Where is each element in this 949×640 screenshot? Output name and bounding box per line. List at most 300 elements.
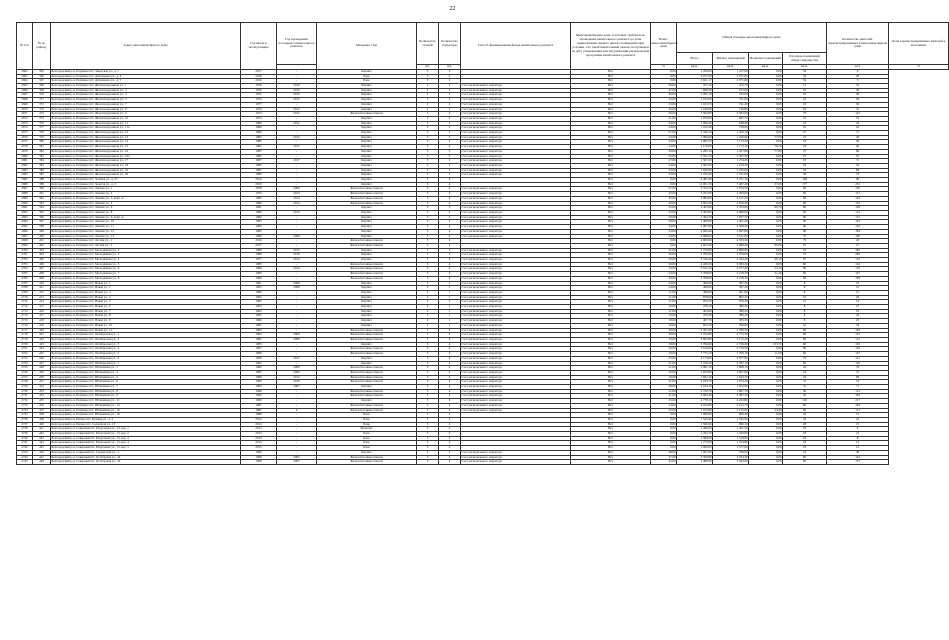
cell-num: 2734 [17, 408, 33, 413]
cell-area-total: 11 001,30 [677, 182, 713, 187]
cell-area-total: 3 603,20 [677, 201, 713, 206]
cell-wall-material: Кирпич [317, 286, 417, 291]
cell-entrances: 2 [439, 98, 461, 103]
cell-entrances: 1 [439, 295, 461, 300]
cell-num: 2667 [17, 93, 33, 98]
cell-entrances: 2 [439, 140, 461, 145]
cell-overhaul-required: Нет [571, 248, 651, 253]
cell-address: Белгородский р-н, Разумное пгт, Октябрьская ул., 1 [51, 333, 241, 338]
cell-area-total: 2 081,10 [677, 366, 713, 371]
cell-year-built: 1983 [241, 342, 277, 347]
cell-overhaul-required: Нет [571, 220, 651, 225]
cell-year-built: 2015 [241, 182, 277, 187]
cell-area-common: 75 [783, 356, 827, 361]
table-body [17, 69, 949, 464]
cell-area-total: 2 077,00 [677, 74, 713, 79]
cell-area-nonresidential: 0,00 [749, 159, 783, 164]
cell-fund-method: Счет регионального оператора [461, 309, 571, 314]
cell-wear: 35,00 [651, 107, 677, 112]
cell-fund-method: - [461, 182, 571, 187]
cell-num-region: 415 [33, 305, 51, 310]
cell-entrances: 2 [439, 135, 461, 140]
cell-wear: 47,00 [651, 88, 677, 93]
cell-address: Белгородский р-н, Разумное пгт, Юбилейная ул., 7 [51, 385, 241, 390]
cell-area-total: 406,60 [677, 286, 713, 291]
cell-floors: 5 [417, 239, 439, 244]
cell-wall-material: Кирпич [317, 305, 417, 310]
cell-area-total: 478,10 [677, 305, 713, 310]
cell-area-nonresidential: 11,00 [749, 352, 783, 357]
cell-total-residents: 96 [827, 178, 889, 183]
cell-area-total: 3 403,00 [677, 211, 713, 216]
cell-wear: 23,00 [651, 173, 677, 178]
cell-area-nonresidential: 0,00 [749, 192, 783, 197]
cell-year-built: 2013 [241, 432, 277, 437]
cell-num: 2681 [17, 159, 33, 164]
unit-residents: чел. [827, 65, 889, 70]
cell-fund-method: Счет регионального оператора [461, 370, 571, 375]
cell-area-common: 24 [783, 375, 827, 380]
cell-year-built: 1963 [241, 309, 277, 314]
cell-num: 2668 [17, 98, 33, 103]
cell-area-common: 60 [783, 342, 827, 347]
cell-year-overhaul: - [277, 422, 317, 427]
cell-wall-material: Железобетонные панели [317, 403, 417, 408]
cell-entrances: 4 [439, 192, 461, 197]
header-area-residential: Жилых помещений [713, 53, 749, 65]
cell-wall-material: Кирпич [317, 319, 417, 324]
cell-area-residential: 3 511,00 [713, 234, 749, 239]
cell-area-residential: 3 583,20 [713, 262, 749, 267]
cell-address: Белгородский р-н, Разумное пгт, Юбилейная ул., 11 [51, 399, 241, 404]
cell-address: Белгородский р-н, Северный пгт, Раздольная ул., 13, кор. 3 [51, 436, 241, 441]
cell-area-total: 6 481,90 [677, 178, 713, 183]
cell-fund-method: Счет регионального оператора [461, 253, 571, 258]
cell-area-nonresidential: 0,00 [749, 300, 783, 305]
cell-wear: 0,00 [651, 417, 677, 422]
cell-area-nonresidential: 0,00 [749, 112, 783, 117]
cell-year-overhaul: - [277, 413, 317, 418]
cell-fund-method: Счет регионального оператора [461, 276, 571, 281]
cell-num-region: 396 [33, 215, 51, 220]
cell-entrances: 2 [439, 93, 461, 98]
cell-wear: 29,00 [651, 215, 677, 220]
cell-floors: 2 [417, 116, 439, 121]
header-wear: Износ многоквартирного дома [651, 23, 677, 65]
cell-area-nonresidential: 0,00 [749, 385, 783, 390]
cell-fund-method: - [461, 74, 571, 79]
header-area-common: Площадь помещений общего имущества [783, 53, 827, 65]
cell-overhaul-required: Нет [571, 385, 651, 390]
cell-overhaul-required: Нет [571, 352, 651, 357]
cell-num-region: 436 [33, 403, 51, 408]
cell-area-nonresidential: 0,00 [749, 121, 783, 126]
cell-address: Белгородский р-н, Разумное пгт, Железнодорожная ул., 3 [51, 88, 241, 93]
cell-wall-material: Кирпич [317, 98, 417, 103]
cell-num: 2669 [17, 102, 33, 107]
cell-year-overhaul: 2010 [277, 84, 317, 89]
cell-floors: 2 [417, 305, 439, 310]
cell-area-nonresidential: 90,70 [749, 206, 783, 211]
cell-overhaul-required: Нет [571, 211, 651, 216]
cell-num: 2696 [17, 229, 33, 234]
cell-year-built: 1968 [241, 352, 277, 357]
cell-fund-method: Счет регионального оператора [461, 262, 571, 267]
cell-year-built: 1984 [241, 225, 277, 230]
cell-num: 2743 [17, 450, 33, 455]
cell-num: 2685 [17, 178, 33, 183]
cell-area-nonresidential: 0,00 [749, 196, 783, 201]
cell-year-overhaul: - [277, 79, 317, 84]
cell-fund-method: Счет регионального оператора [461, 93, 571, 98]
cell-wall-material: Блок [317, 422, 417, 427]
cell-area-common: 8 [783, 309, 827, 314]
cell-wear: 28,00 [651, 385, 677, 390]
cell-fund-method: Счет регионального оператора [461, 88, 571, 93]
cell-year-built: 1990 [241, 394, 277, 399]
cell-area-total: 1 456,00 [677, 69, 713, 74]
cell-entrances: 2 [439, 413, 461, 418]
cell-num-region: 371 [33, 98, 51, 103]
cell-fund-method: Счет регионального оператора [461, 286, 571, 291]
cell-fund-method: Счет регионального оператора [461, 403, 571, 408]
cell-address: Белгородский р-н, Разумное пгт, Октябрьская ул., 3 [51, 342, 241, 347]
cell-wear: 26,00 [651, 253, 677, 258]
cell-num: 2682 [17, 163, 33, 168]
cell-year-built: 1961 [241, 281, 277, 286]
header-area-total: Всего [677, 53, 713, 65]
cell-fund-method: Счет регионального оператора [461, 121, 571, 126]
cell-year-built: 2013 [241, 427, 277, 432]
cell-area-common: 60 [783, 225, 827, 230]
cell-overhaul-required: Нет [571, 116, 651, 121]
cell-num: 2741 [17, 441, 33, 446]
cell-num-region: 414 [33, 300, 51, 305]
cell-wall-material: Железобетонные панели [317, 347, 417, 352]
cell-wall-material: Кирпич [317, 248, 417, 253]
cell-area-total: 2 720,70 [677, 389, 713, 394]
cell-address: Белгородский р-н, Репное пгт, Бульвар ул., д. 2 [51, 417, 241, 422]
cell-address: Белгородский р-н, Разумное пгт, Ленина ул., 1 [51, 187, 241, 192]
cell-year-overhaul: - [277, 182, 317, 187]
cell-num-region: 438 [33, 413, 51, 418]
cell-area-total: 3 616,80 [677, 347, 713, 352]
cell-wall-material: Кирпич [317, 361, 417, 366]
cell-area-common: 70 [783, 112, 827, 117]
cell-area-total: 1 162,40 [677, 126, 713, 131]
cell-num-region: 435 [33, 399, 51, 404]
cell-floors: 5 [417, 455, 439, 460]
cell-fund-method: Счет регионального оператора [461, 149, 571, 154]
cell-total-residents: 32 [827, 116, 889, 121]
cell-total-residents: 109 [827, 394, 889, 399]
cell-fund-method: Счет регионального оператора [461, 112, 571, 117]
cell-entrances: 4 [439, 229, 461, 234]
cell-address: Белгородский р-н, Разумное пгт, Октябрьская ул., 5 [51, 352, 241, 357]
cell-year-built: 1980 [241, 126, 277, 131]
cell-floors: 5 [417, 262, 439, 267]
cell-wall-material: Кирпич [317, 211, 417, 216]
cell-area-common: 60 [783, 333, 827, 338]
cell-year-built: 1984 [241, 385, 277, 390]
cell-area-nonresidential: 0,00 [749, 436, 783, 441]
cell-wear: 11,00 [651, 290, 677, 295]
cell-overhaul-required: Нет [571, 126, 651, 131]
cell-num-region: 405 [33, 258, 51, 263]
cell-num-region: 407 [33, 267, 51, 272]
cell-area-common: 34 [783, 74, 827, 79]
cell-wall-material: Железобетонные панели [317, 201, 417, 206]
cell-year-built: 1988 [241, 253, 277, 258]
cell-total-residents: 27 [827, 305, 889, 310]
cell-wall-material: Железобетонные панели [317, 243, 417, 248]
cell-entrances: 4 [439, 196, 461, 201]
cell-wear: 21,00 [651, 116, 677, 121]
cell-area-common: 13 [783, 84, 827, 89]
table-row [17, 460, 949, 465]
cell-wear: 33,00 [651, 267, 677, 272]
cell-num-region: 443 [33, 436, 51, 441]
cell-area-common: 8 [783, 305, 827, 310]
cell-fund-method: Счет регионального оператора [461, 399, 571, 404]
cell-area-common: 18 [783, 107, 827, 112]
cell-area-residential: 1 667,80 [713, 370, 749, 375]
cell-num: 2712 [17, 305, 33, 310]
cell-address: Белгородский р-н, Северный пгт, Раздольная ул., 13, кор. 5 [51, 446, 241, 451]
cell-num-region: 410 [33, 281, 51, 286]
cell-num: 2691 [17, 206, 33, 211]
cell-wear: 24,00 [651, 286, 677, 291]
cell-fund-method: Счет регионального оператора [461, 366, 571, 371]
cell-area-nonresidential: 0,00 [749, 328, 783, 333]
cell-wall-material: Блок [317, 432, 417, 437]
cell-address: Белгородский р-н, Разумное пгт, Ленина ул., 8 [51, 211, 241, 216]
cell-num: 2732 [17, 399, 33, 404]
cell-year-built: 1990 [241, 276, 277, 281]
cell-area-residential: 1 235,00 [713, 168, 749, 173]
cell-floors: 2 [417, 93, 439, 98]
cell-area-nonresidential: 0,00 [749, 427, 783, 432]
cell-entrances: 2 [439, 79, 461, 84]
cell-wall-material: Железобетонные панели [317, 112, 417, 117]
cell-num-region: 400 [33, 234, 51, 239]
cell-area-total: 3 708,60 [677, 272, 713, 277]
cell-entrances: 2 [439, 116, 461, 121]
cell-overhaul-required: Нет [571, 102, 651, 107]
cell-area-total: 4 998,60 [677, 234, 713, 239]
cell-year-overhaul: - [277, 126, 317, 131]
cell-floors: 3 [417, 154, 439, 159]
cell-area-nonresidential: 0,00 [749, 88, 783, 93]
cell-year-built: 1983 [241, 135, 277, 140]
cell-wall-material: Кирпич [317, 309, 417, 314]
cell-entrances: 4 [439, 276, 461, 281]
cell-area-nonresidential: 77,80 [749, 149, 783, 154]
cell-year-built: 1976 [241, 192, 277, 197]
cell-area-common: 69 [783, 187, 827, 192]
cell-num: 2663 [17, 74, 33, 79]
cell-wall-material: Железобетонные панели [317, 333, 417, 338]
cell-total-residents: 208 [827, 253, 889, 258]
cell-num: 2694 [17, 220, 33, 225]
cell-total-residents: 31 [827, 84, 889, 89]
cell-num-region: 370 [33, 93, 51, 98]
cell-wear: 20,00 [651, 347, 677, 352]
cell-overhaul-required: Нет [571, 149, 651, 154]
cell-overhaul-required: Нет [571, 300, 651, 305]
cell-wear: 19,00 [651, 352, 677, 357]
cell-total-residents: 145 [827, 112, 889, 117]
cell-area-common: 60 [783, 460, 827, 465]
cell-area-common: 18 [783, 145, 827, 150]
header-area-group: Общая площадь многоквартирного дома [677, 23, 827, 53]
cell-wear: 24,00 [651, 145, 677, 150]
cell-address: Белгородский р-н, Северный пгт, Остабровая ул., 46 [51, 460, 241, 465]
cell-fund-method: Счет регионального оператора [461, 408, 571, 413]
cell-overhaul-required: Нет [571, 225, 651, 230]
cell-entrances: 4 [439, 262, 461, 267]
cell-entrances: 4 [439, 178, 461, 183]
cell-overhaul-required: Нет [571, 253, 651, 258]
cell-num: 2709 [17, 290, 33, 295]
cell-entrances: 2 [439, 126, 461, 131]
header-entrances: Количество подъездов [439, 23, 461, 65]
cell-num-region: 422 [33, 337, 51, 342]
cell-num-region: 379 [33, 135, 51, 140]
cell-area-nonresidential: 0,00 [749, 173, 783, 178]
cell-year-overhaul: 2018 [277, 253, 317, 258]
cell-num: 2676 [17, 135, 33, 140]
cell-year-overhaul: - [277, 131, 317, 136]
cell-num-region: 441 [33, 427, 51, 432]
cell-wall-material: Кирпич [317, 88, 417, 93]
cell-wall-material: Кирпич [317, 93, 417, 98]
cell-area-nonresidential: 0,00 [749, 211, 783, 216]
cell-year-built: 1974 [241, 107, 277, 112]
cell-address: Белгородский р-н, Разумное пгт, Железнодорожная ул., 17 [51, 159, 241, 164]
cell-address: Белгородский р-н, Разумное пгт, Новая ул., 10 [51, 323, 241, 328]
cell-address: Белгородский р-н, Разумное пгт, Железнодорожная ул., 16 [51, 149, 241, 154]
cell-area-residential: 1 898,10 [713, 366, 749, 371]
cell-area-residential: 802,20 [713, 295, 749, 300]
cell-num-region: 430 [33, 375, 51, 380]
cell-num-region: 386 [33, 168, 51, 173]
table-header [17, 23, 949, 70]
cell-fund-method: Счет регионального оператора [461, 272, 571, 277]
cell-overhaul-required: Нет [571, 187, 651, 192]
cell-address: Белгородский р-н, Разумное пгт, Дебальцево ул., д. 5 [51, 79, 241, 84]
cell-fund-method: Счет регионального оператора [461, 173, 571, 178]
cell-fund-method: - [461, 436, 571, 441]
cell-fund-method: Счет регионального оператора [461, 229, 571, 234]
cell-area-total: 407,70 [677, 319, 713, 324]
cell-fund-method: Счет регионального оператора [461, 342, 571, 347]
cell-area-nonresidential: 0,00 [749, 417, 783, 422]
cell-area-residential: 1 401,40 [713, 220, 749, 225]
cell-area-common: 16 [783, 116, 827, 121]
cell-total-residents: 119 [827, 258, 889, 263]
cell-area-common: 34 [783, 69, 827, 74]
cell-wall-material: Кирпич [317, 385, 417, 390]
cell-total-residents: 43 [827, 121, 889, 126]
cell-address: Белгородский р-н, Разумное пгт, Молодёжная ул., 7 [51, 272, 241, 277]
cell-floors: 5 [417, 375, 439, 380]
cell-area-residential: 3 155,00 [713, 408, 749, 413]
cell-area-total: 4 403,90 [677, 206, 713, 211]
cell-area-residential: 1 456,10 [713, 131, 749, 136]
cell-year-overhaul: 2008 [277, 337, 317, 342]
cell-wall-material: Кирпич [317, 145, 417, 150]
cell-num: 2673 [17, 121, 33, 126]
cell-wear: 30,00 [651, 328, 677, 333]
cell-entrances: 4 [439, 460, 461, 465]
cell-total-residents: 130 [827, 187, 889, 192]
cell-num: 2684 [17, 173, 33, 178]
cell-floors: 5 [417, 408, 439, 413]
cell-area-residential: 1 173,10 [713, 145, 749, 150]
cell-entrances: 1 [439, 323, 461, 328]
cell-entrances: 2 [439, 436, 461, 441]
cell-floors: 5 [417, 253, 439, 258]
cell-area-nonresidential: 0,00 [749, 319, 783, 324]
cell-num: 2678 [17, 145, 33, 150]
cell-num-region: 368 [33, 84, 51, 89]
cell-fund-method: - [461, 413, 571, 418]
cell-num: 2695 [17, 225, 33, 230]
cell-area-nonresidential: 0,00 [749, 107, 783, 112]
cell-address: Белгородский р-н, Северный пгт, Раздольная ул., 13, кор. 4 [51, 441, 241, 446]
cell-area-common: 28 [783, 422, 827, 427]
cell-area-nonresidential: 0,00 [749, 102, 783, 107]
cell-address: Белгородский р-н, Северный пгт, Раздольная ул., 13, кор. 1 [51, 427, 241, 432]
cell-fund-method: Счет регионального оператора [461, 300, 571, 305]
cell-year-built: 1996 [241, 389, 277, 394]
cell-num-region: 431 [33, 380, 51, 385]
cell-wear: 0,00 [651, 441, 677, 446]
cell-floors: 2 [417, 314, 439, 319]
cell-fund-method: Счет регионального оператора [461, 328, 571, 333]
cell-wall-material: Кирпич [317, 206, 417, 211]
cell-overhaul-required: Нет [571, 206, 651, 211]
cell-total-residents: 22 [827, 417, 889, 422]
cell-address: Белгородский р-н, Разумное пгт, Октябрьская ул., 7 [51, 361, 241, 366]
cell-wall-material: Железобетонные панели [317, 187, 417, 192]
cell-area-residential: 2 986,00 [713, 211, 749, 216]
cell-area-common: 31 [783, 385, 827, 390]
cell-year-built: 1987 [241, 168, 277, 173]
cell-num-region: 416 [33, 309, 51, 314]
cell-total-residents: 76 [827, 366, 889, 371]
cell-address: Белгородский р-н, Разумное пгт, Железнодорожная ул., 18 [51, 163, 241, 168]
cell-address: Белгородский р-н, Разумное пгт, Юбилейная ул., 6 [51, 380, 241, 385]
cell-year-overhaul: - [277, 154, 317, 159]
cell-year-overhaul: - [277, 342, 317, 347]
cell-num-region: 383 [33, 154, 51, 159]
cell-address: Белгородский р-н, Разумное пгт, Новая ул., 1 [51, 281, 241, 286]
cell-num: 2740 [17, 436, 33, 441]
cell-overhaul-required: Нет [571, 290, 651, 295]
cell-address: Белгородский р-н, Разумное пгт, Золотая ул., д. 2 [51, 182, 241, 187]
cell-area-common: 46 [783, 220, 827, 225]
cell-area-residential: 615,60 [713, 88, 749, 93]
cell-wear: 27,00 [651, 159, 677, 164]
cell-year-overhaul: 2014 [277, 375, 317, 380]
cell-area-nonresidential: 103,70 [749, 342, 783, 347]
cell-year-overhaul: 2014 [277, 267, 317, 272]
cell-num: 2745 [17, 460, 33, 465]
cell-num-region: 440 [33, 422, 51, 427]
cell-fund-method: Счет регионального оператора [461, 290, 571, 295]
